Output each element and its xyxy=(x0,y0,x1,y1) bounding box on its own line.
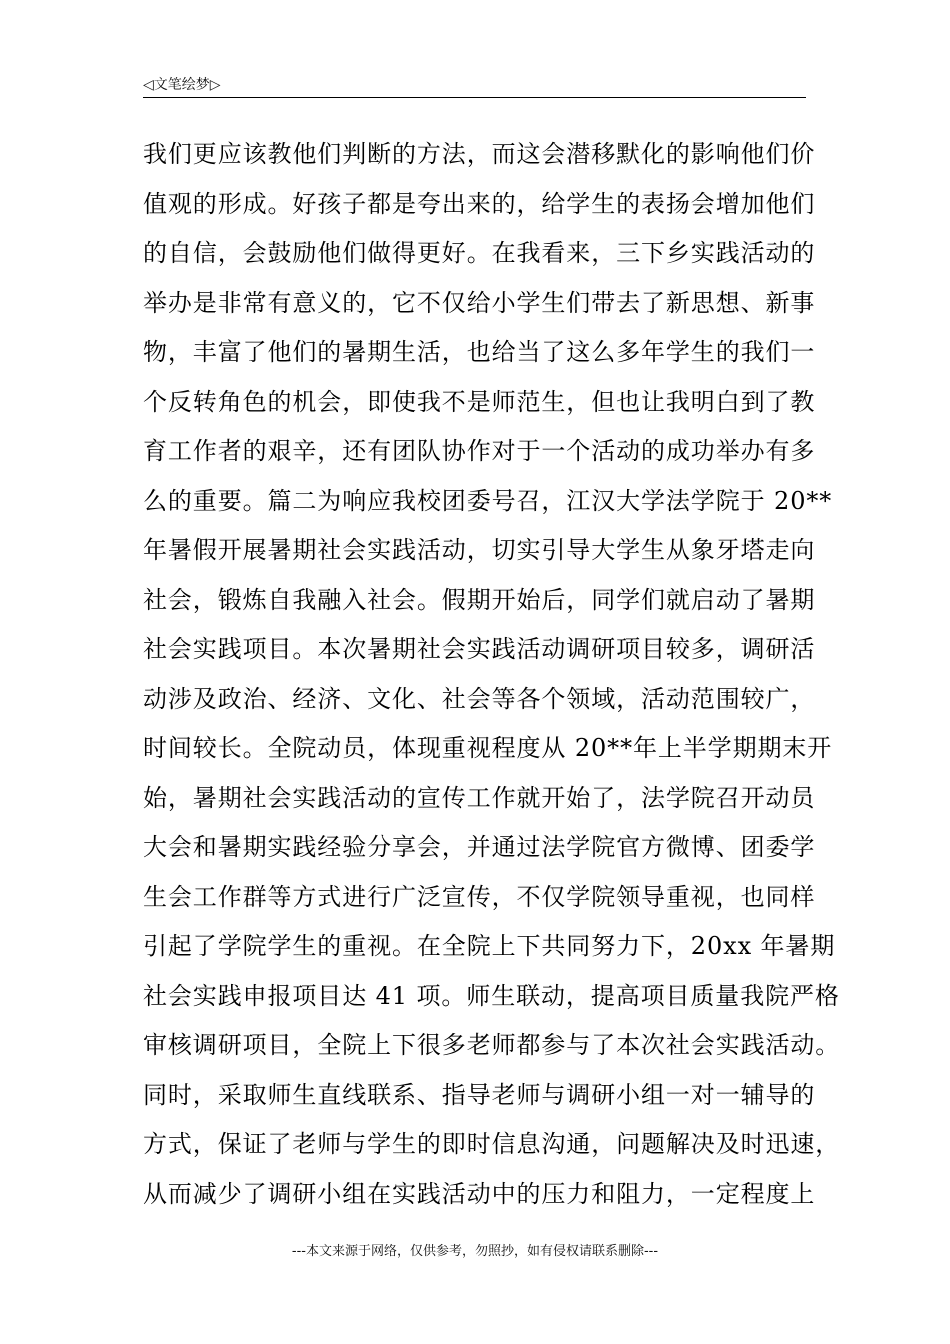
body-line: 社会，锻炼自我融入社会。假期开始后，同学们就启动了暑期 xyxy=(143,585,816,614)
header-divider xyxy=(143,97,806,98)
body-line: 始，暑期社会实践活动的宣传工作就开始了，法学院召开动员 xyxy=(143,783,816,812)
body-line: 举办是非常有意义的，它不仅给小学生们带去了新思想、新事 xyxy=(143,288,816,317)
body-line: 年暑假开展暑期社会实践活动，切实引导大学生从象牙塔走向 xyxy=(143,536,816,564)
body-line: 么的重要。篇二为响应我校团委号召，江汉大学法学院于 20** xyxy=(143,486,833,515)
body-line: 育工作者的艰辛，还有团队协作对于一个活动的成功举办有多 xyxy=(143,437,816,465)
body-line: 大会和暑期实践经验分享会，并通过法学院官方微博、团委学 xyxy=(143,833,816,861)
body-line: 个反转角色的机会，即使我不是师范生，但也让我明白到了教 xyxy=(143,387,816,416)
page-footer xyxy=(0,1243,950,1261)
body-line: 物，丰富了他们的暑期生活，也给当了这么多年学生的我们一 xyxy=(143,338,816,366)
body-line: 同时，采取师生直线联系、指导老师与调研小组一对一辅导的 xyxy=(143,1080,816,1109)
body-line: 方式，保证了老师与学生的即时信息沟通，问题解决及时迅速， xyxy=(143,1130,841,1158)
document-body xyxy=(143,130,841,1219)
body-line: 时间较长。全院动员，体现重视程度从 20**年上半学期期末开 xyxy=(143,734,833,762)
body-line: 社会实践申报项目达 41 项。师生联动，提高项目质量我院严格 xyxy=(143,981,840,1010)
body-line: 值观的形成。好孩子都是夸出来的，给学生的表扬会增加他们 xyxy=(143,189,816,218)
footer-disclaimer: ---本文来源于网络，仅供参考，勿照抄，如有侵权请联系删除--- xyxy=(291,1244,659,1259)
page-header xyxy=(143,76,806,98)
body-line: 动涉及政治、经济、文化、社会等各个领域，活动范围较广， xyxy=(143,684,816,713)
body-line: 的自信，会鼓励他们做得更好。在我看来，三下乡实践活动的 xyxy=(143,239,816,267)
body-line: 我们更应该教他们判断的方法，而这会潜移默化的影响他们价 xyxy=(143,140,816,168)
body-line: 引起了学院学生的重视。在全院上下共同努力下，20xx 年暑期 xyxy=(143,932,836,960)
body-line: 从而减少了调研小组在实践活动中的压力和阻力，一定程度上 xyxy=(143,1179,816,1208)
body-line: 审核调研项目，全院上下很多老师都参与了本次社会实践活动。 xyxy=(143,1031,841,1059)
header-title: ◁文笔绘梦▷ xyxy=(143,77,221,93)
body-line: 社会实践项目。本次暑期社会实践活动调研项目较多，调研活 xyxy=(143,635,816,663)
body-line: 生会工作群等方式进行广泛宣传，不仅学院领导重视，也同样 xyxy=(143,882,816,911)
